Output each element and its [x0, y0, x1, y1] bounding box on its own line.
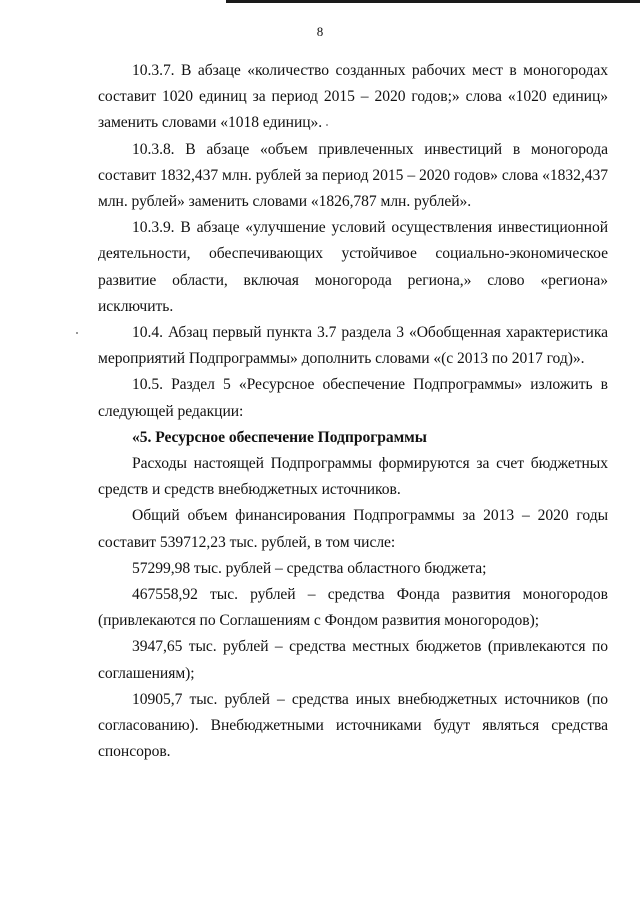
paragraph-local-budgets: 3947,65 тыс. рублей – средства местных бюджетов (привлекаются по соглашениям); [98, 638, 608, 682]
scan-speck [76, 332, 78, 334]
paragraph-10-3-7: 10.3.7. В абзаце «количество созданных рабочих мест в моногородах составит 1020 единиц за период 2015 – 2020 годов;» слова «1020 единиц» заменить словами «1018 единиц». [98, 62, 608, 132]
paragraph-regional-budget: 57299,98 тыс. рублей – средства областного бюджета; [132, 559, 487, 577]
paragraph-10-5: 10.5. Раздел 5 «Ресурсное обеспечение Подпрограммы» изложить в следующей редакции: [98, 376, 608, 420]
page-number: 8 [316, 24, 324, 39]
paragraph-10-4: 10.4. Абзац первый пункта 3.7 раздела 3 «Обобщенная характеристика мероприятий Подпрограммы» дополнить словами «(с 2013 по 2017 год)». [98, 324, 608, 368]
paragraph-10-3-9: 10.3.9. В абзаце «улучшение условий осуществления инвестиционной деятельности, обеспечивающих устойчивое социально-экономическое развитие области, включая моногорода региона,» слово «региона» исключить. [98, 219, 608, 315]
section-heading: «5. Ресурсное обеспечение Подпрограммы [132, 428, 427, 446]
document-body [98, 58, 608, 765]
paragraph-10-3-8: 10.3.8. В абзаце «объем привлеченных инвестиций в моногорода составит 1832,437 млн. рублей за период 2015 – 2020 годов» слова «1832,437 млн. рублей» заменить словами «1826,787 млн. рублей». [98, 140, 608, 211]
paragraph-total-financing: Общий объем финансирования Подпрограммы за 2013 – 2020 годы составит 539712,23 тыс. рублей, в том числе: [98, 507, 608, 551]
paragraph-expenses: Расходы настоящей Подпрограммы формируются за счет бюджетных средств и средств внебюджетных источников. [98, 455, 608, 499]
paragraph-other-sources: 10905,7 тыс. рублей – средства иных внебюджетных источников (по согласованию). Внебюджетными источниками будут являться средства спонсоров. [98, 690, 608, 761]
paragraph-monotown-fund: 467558,92 тыс. рублей – средства Фонда развития моногородов (привлекаются по Соглашениям с Фондом развития моногородов); [98, 586, 608, 630]
scan-edge-rule [226, 0, 640, 3]
